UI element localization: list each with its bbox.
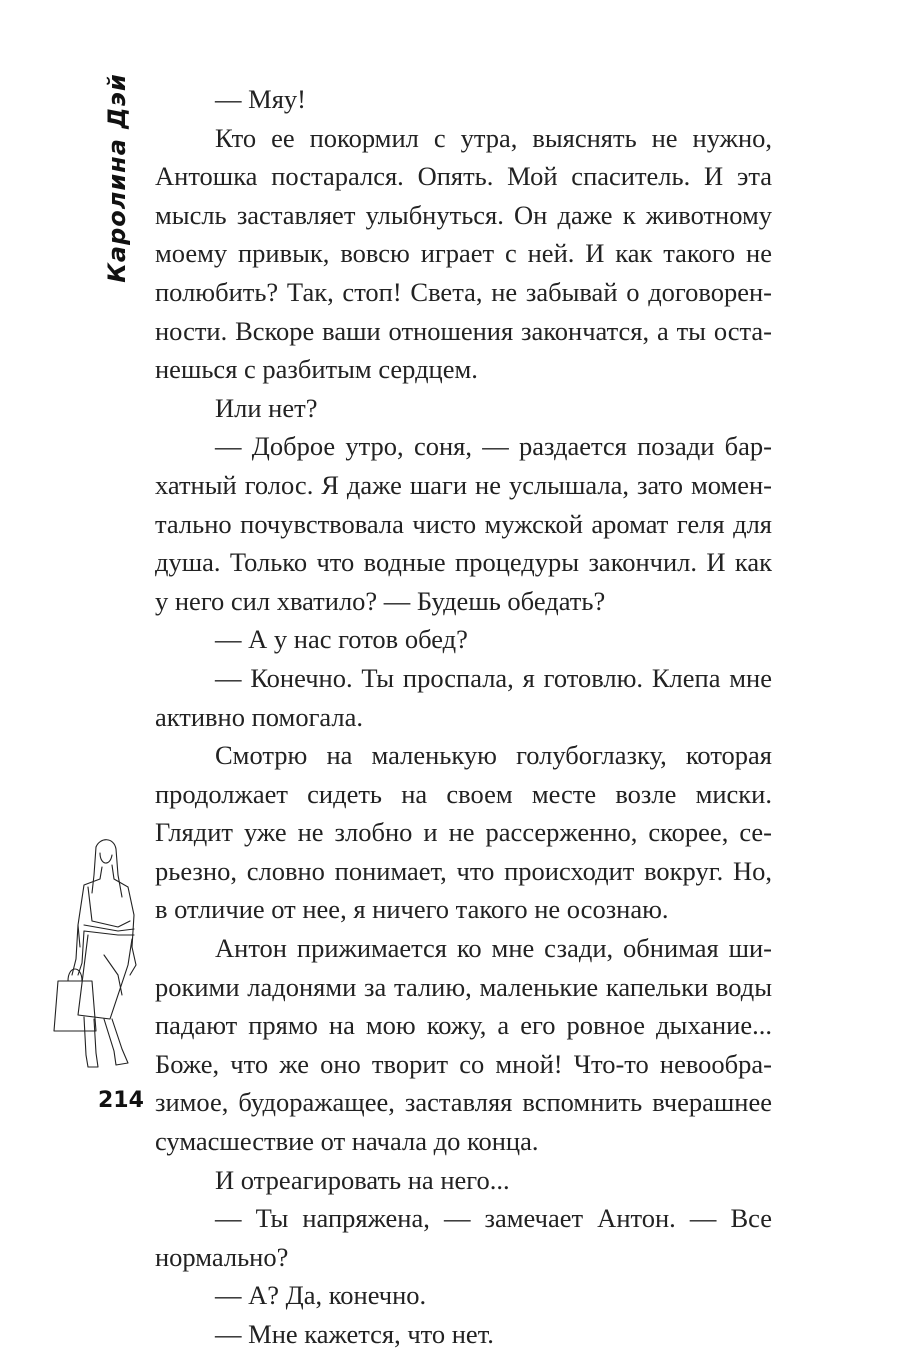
page-number: 214 [98,1088,144,1113]
paragraph: — Доброе утро, соня, — раздается позади бархатный голос. Я даже шаги не услышала, зато моментально почувствовала чисто мужской аромат геля для душа. Только что водные процедуры закончил. И как у него сил хватило? — Будешь обедать? [155,431,772,616]
author-name: Каролина Дэй [103,73,131,283]
paragraph: И отреагировать на него... [215,1164,510,1195]
paragraph: — Мяу! [215,84,306,114]
paragraph: Антон прижимается ко мне сзади, обнимая широкими ладонями за талию, маленькие капельки воды падают прямо на мою кожу, а его ровное дыхание... Боже, что же оно творит со мной! Что-то невообразимое, будоражащее, заставляя вспомнить вчерашнее сумасшествие от начала до конца. [155,933,772,1157]
running-head [97,73,137,283]
paragraph: Смотрю на маленькую голубоглазку, которая продолжает сидеть на своем месте возле миски. Глядит уже не злобно и не рассерженно, скорее, серьезно, словно понимает, что происходит вокруг. Но, в отличие от нее, я ничего такого не осознаю. [155,740,772,925]
paragraph: — А у нас готов обед? [215,624,468,655]
paragraph: — Мне кажется, что нет. [215,1319,494,1349]
paragraph: — А? Да, конечно. [215,1280,427,1311]
body-text [155,80,772,1354]
woman-figure-icon [48,835,158,1075]
paragraph: Или нет? [215,392,318,423]
paragraph: — Конечно. Ты проспала, я готовлю. Клепа мне активно помогала. [155,662,772,732]
paragraph: — Ты напряжена, — замечает Антон. — Все нормально? [155,1203,772,1272]
paragraph: Кто ее покормил с утра, выяснять не нужно, Антошка постарался. Опять. Мой спаситель. И эта мысль заставляет улыбнуться. Он даже к животному моему привык, вовсю играет с ней. И как такого не полюбить? Так, стоп! Света, не забывай о договоренности. Вскоре ваши отношения закончатся, а ты останешься с разбитым сердцем. [155,122,772,385]
